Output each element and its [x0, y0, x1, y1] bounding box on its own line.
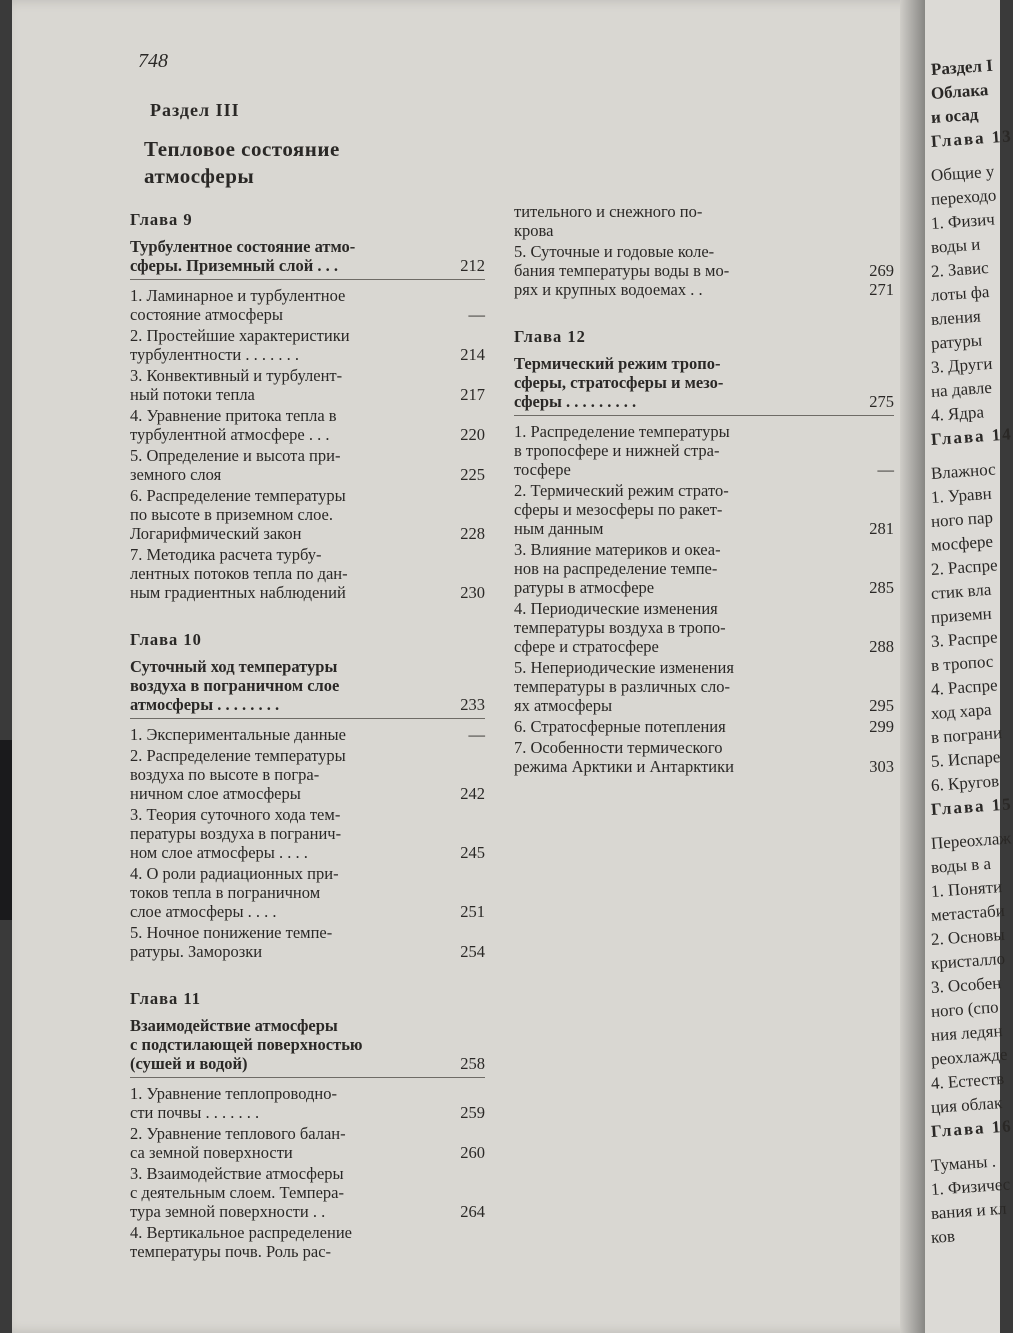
- toc-continuation: [514, 202, 894, 299]
- adjacent-page-fragment: и осад: [930, 104, 979, 127]
- adjacent-page-fragment: метастаби: [930, 900, 1006, 925]
- toc-chapter: [130, 630, 485, 961]
- adjacent-page-fragment: лоты фа: [930, 281, 990, 305]
- adjacent-page-fragment: 2. Завис: [930, 257, 990, 281]
- adjacent-page-fragment: Туманы .: [930, 1151, 997, 1175]
- adjacent-page-fragment: 3. Распре: [930, 627, 999, 651]
- adjacent-page-fragment: мосфере: [930, 531, 994, 555]
- toc-entry-text: 2. Распределение температуры воздуха по высоте в погра- ничном слое атмосферы: [130, 746, 346, 803]
- toc-entry-page: 269 271: [869, 261, 894, 299]
- adjacent-page-fragment: ного (спо: [930, 997, 1000, 1021]
- toc-entry-text: Взаимодействие атмосферы с подстилающей поверхностью (сушей и водой): [130, 1016, 363, 1073]
- toc-entry: [514, 540, 894, 597]
- toc-entry: [130, 1124, 485, 1162]
- section-title: [144, 136, 404, 190]
- toc-entry: [514, 599, 894, 656]
- toc-entry: [130, 923, 485, 961]
- toc-entry-page: 259: [460, 1103, 485, 1122]
- toc-entry-page: 217: [460, 385, 485, 404]
- adjacent-page-fragment: 1. Физичес: [930, 1174, 1011, 1199]
- adjacent-page-fragment: 3. Особен: [930, 973, 1002, 997]
- toc-entry-text: 4. Вертикальное распределение температуры почв. Роль рас-: [130, 1223, 352, 1261]
- toc-entry: [130, 1084, 485, 1122]
- toc-entry-text: 6. Стратосферные потепления: [514, 717, 726, 736]
- toc-entry: [514, 202, 894, 240]
- adjacent-page-fragment: Глава 14: [930, 424, 1013, 449]
- toc-entry-text: 5. Суточные и годовые коле- бания температуры воды в мо- рях и крупных водоемах . .: [514, 242, 730, 299]
- toc-entry: [514, 658, 894, 715]
- toc-entry-page: 225: [460, 465, 485, 484]
- toc-entry: [130, 805, 485, 862]
- toc-entry-text: 2. Термический режим страто- сферы и мезосферы по ракет- ным данным: [514, 481, 729, 538]
- toc-entry-text: 1. Распределение температуры в тропосфере и нижней стра- тосфере: [514, 422, 730, 479]
- adjacent-page-fragment: в тропос: [930, 651, 994, 675]
- toc-entry-text: 7. Особенности термического режима Арктики и Антарктики: [514, 738, 734, 776]
- toc-entry-page: 254: [460, 942, 485, 961]
- toc-left-column: [130, 210, 485, 1289]
- toc-entry-page: 295: [869, 696, 894, 715]
- toc-entry: [130, 746, 485, 803]
- adjacent-page-fragment: вления: [930, 306, 982, 329]
- chapter-label: Глава 9: [130, 210, 193, 229]
- toc-entry-page: 220: [460, 425, 485, 444]
- toc-entry-text: 3. Взаимодействие атмосферы с деятельным слоем. Темпера- тура земной поверхности . .: [130, 1164, 344, 1221]
- toc-entry: [130, 326, 485, 364]
- toc-entry: [130, 286, 485, 324]
- toc-entry-page: 212: [460, 256, 485, 275]
- toc-entry: [130, 486, 485, 543]
- toc-entry-text: 4. О роли радиационных при- токов тепла в пограничном слое атмосферы . . . .: [130, 864, 339, 921]
- toc-entry-page: —: [468, 725, 485, 744]
- toc-chapter-title: [130, 657, 485, 719]
- toc-entry-text: 5. Определение и высота при- земного слоя: [130, 446, 341, 484]
- toc-entry: [514, 242, 894, 299]
- toc-entry-text: 4. Уравнение притока тепла в турбулентной атмосфере . . .: [130, 406, 337, 444]
- adjacent-page-fragment: ход хара: [930, 699, 993, 723]
- adjacent-page-fragment: 3. Други: [930, 353, 993, 377]
- toc-entry: [130, 446, 485, 484]
- toc-entry-page: 299: [869, 717, 894, 736]
- toc-entry-text: Турбулентное состояние атмо- сферы. Приземный слой . . .: [130, 237, 356, 275]
- adjacent-page-fragment: 2. Основы: [930, 924, 1006, 949]
- adjacent-page-fragment: 6. Кругов: [930, 771, 1000, 795]
- section-title-text: Тепловое состояние атмосферы: [144, 137, 340, 188]
- adjacent-page-fragment: Глава 13: [930, 126, 1013, 151]
- adjacent-page-fragment: 1. Физич: [930, 209, 996, 233]
- adjacent-page-fragment: в пограни: [930, 723, 1003, 747]
- adjacent-page-fragment: Глава 15: [930, 794, 1013, 819]
- toc-entry-page: 228: [460, 524, 485, 543]
- toc-entry: [130, 1164, 485, 1221]
- toc-entry-text: 5. Непериодические изменения температуры в различных сло- ях атмосферы: [514, 658, 734, 715]
- toc-chapter-title: [130, 237, 485, 280]
- adjacent-page-fragment: приземн: [930, 603, 993, 627]
- toc-entry-text: 2. Простейшие характеристики турбулентности . . . . . . .: [130, 326, 350, 364]
- adjacent-page-fragment: 1. Поняти: [930, 877, 1003, 901]
- adjacent-page-fragment: ного пар: [930, 507, 994, 531]
- toc-entry-page: 285: [869, 578, 894, 597]
- toc-entry-text: 3. Влияние материков и океа- нов на распределение темпе- ратуры в атмосфере: [514, 540, 721, 597]
- adjacent-page-fragment: ков: [930, 1226, 956, 1247]
- toc-entry-text: 6. Распределение температуры по высоте в приземном слое. Логарифмический закон: [130, 486, 346, 543]
- toc-entry-text: 4. Периодические изменения температуры воздуха в тропо- сфере и стратосфере: [514, 599, 726, 656]
- toc-entry-page: —: [877, 460, 894, 479]
- toc-entry-page: 281: [869, 519, 894, 538]
- toc-entry-page: 288: [869, 637, 894, 656]
- toc-entry: [130, 864, 485, 921]
- adjacent-page-fragment: 2. Распре: [930, 555, 999, 579]
- adjacent-page-fragment: реохлажде: [930, 1044, 1009, 1069]
- adjacent-page-fragment: на давле: [930, 377, 993, 401]
- toc-entry-text: 2. Уравнение теплового балан- са земной поверхности: [130, 1124, 346, 1162]
- adjacent-page-fragment: Общие у: [930, 161, 995, 185]
- toc-entry-page: 245: [460, 843, 485, 862]
- toc-entry: [130, 366, 485, 404]
- adjacent-page-fragment: ратуры: [930, 330, 983, 353]
- toc-entry-page: 251: [460, 902, 485, 921]
- section-label: Раздел III: [150, 100, 240, 120]
- adjacent-page: [925, 0, 1013, 1333]
- toc-entry-page: 242: [460, 784, 485, 803]
- chapter-label: Глава 12: [514, 327, 586, 346]
- adjacent-page-fragment: Раздел I: [930, 55, 994, 79]
- adjacent-page-fragment: 4. Распре: [930, 675, 999, 699]
- adjacent-page-fragment: 1. Уравн: [930, 483, 993, 507]
- toc-entry-text: тительного и снежного по- крова: [514, 202, 703, 240]
- toc-entry: [130, 725, 485, 744]
- toc-entry-page: 260: [460, 1143, 485, 1162]
- book-page: [12, 0, 932, 1333]
- adjacent-page-fragment: вания и кл: [930, 1198, 1008, 1223]
- adjacent-page-fragment: ция облак: [930, 1093, 1003, 1117]
- adjacent-page-fragment: кристалло: [930, 948, 1006, 973]
- toc-entry-text: 1. Уравнение теплопроводно- сти почвы . . . . . . .: [130, 1084, 337, 1122]
- adjacent-page-fragment: Переохлаж: [930, 828, 1012, 853]
- adjacent-page-fragment: Влажнос: [930, 459, 997, 483]
- toc-chapter: [514, 327, 894, 776]
- toc-entry: [514, 481, 894, 538]
- toc-entry-text: 1. Ламинарное и турбулентное состояние атмосферы: [130, 286, 346, 324]
- toc-entry: [514, 738, 894, 776]
- adjacent-page-fragment: стик вла: [930, 579, 992, 603]
- toc-entry-text: 3. Теория суточного хода тем- пературы воздуха в погранич- ном слое атмосферы . . . .: [130, 805, 342, 862]
- toc-entry-page: 233: [460, 695, 485, 714]
- toc-entry-page: 303: [869, 757, 894, 776]
- adjacent-page-fragment: 4. Естеств: [930, 1068, 1005, 1093]
- toc-entry-text: 5. Ночное понижение темпе- ратуры. Заморозки: [130, 923, 333, 961]
- toc-chapter-title: [514, 354, 894, 416]
- toc-entry-page: 275: [869, 392, 894, 411]
- toc-entry: [130, 1223, 485, 1261]
- adjacent-page-fragment: Глава 16: [930, 1116, 1013, 1141]
- adjacent-page-fragment: воды в а: [930, 853, 992, 877]
- adjacent-page-fragment: 4. Ядра: [930, 402, 985, 425]
- toc-chapter: [130, 989, 485, 1261]
- chapter-label: Глава 11: [130, 989, 202, 1008]
- toc-entry-page: 258: [460, 1054, 485, 1073]
- toc-entry: [130, 545, 485, 602]
- adjacent-page-fragment: 5. Испаре: [930, 747, 1001, 771]
- chapter-label: Глава 10: [130, 630, 202, 649]
- toc-entry-text: Термический режим тропо- сферы, стратосферы и мезо- сферы . . . . . . . . .: [514, 354, 724, 411]
- adjacent-page-fragment: переходо: [930, 185, 997, 209]
- toc-chapter: [130, 210, 485, 602]
- toc-entry-text: Суточный ход температуры воздуха в пограничном слое атмосферы . . . . . . . .: [130, 657, 340, 714]
- toc-chapter-title: [130, 1016, 485, 1078]
- toc-entry-page: —: [468, 305, 485, 324]
- toc-entry: [514, 717, 894, 736]
- page-number: 748: [138, 50, 168, 72]
- toc-entry: [514, 422, 894, 479]
- toc-entry-text: 1. Экспериментальные данные: [130, 725, 346, 744]
- toc-entry-text: 7. Методика расчета турбу- лентных потоков тепла по дан- ным градиентных наблюдений: [130, 545, 348, 602]
- toc-entry: [130, 406, 485, 444]
- toc-entry-page: 230: [460, 583, 485, 602]
- adjacent-page-fragment: воды и: [930, 234, 981, 257]
- toc-entry-text: 3. Конвективный и турбулент- ный потоки тепла: [130, 366, 343, 404]
- adjacent-page-fragment: ния ледян: [930, 1021, 1004, 1045]
- toc-entry-page: 264: [460, 1202, 485, 1221]
- toc-right-column: [514, 202, 894, 804]
- toc-entry-page: 214: [460, 345, 485, 364]
- adjacent-page-fragment: Облака: [930, 80, 989, 103]
